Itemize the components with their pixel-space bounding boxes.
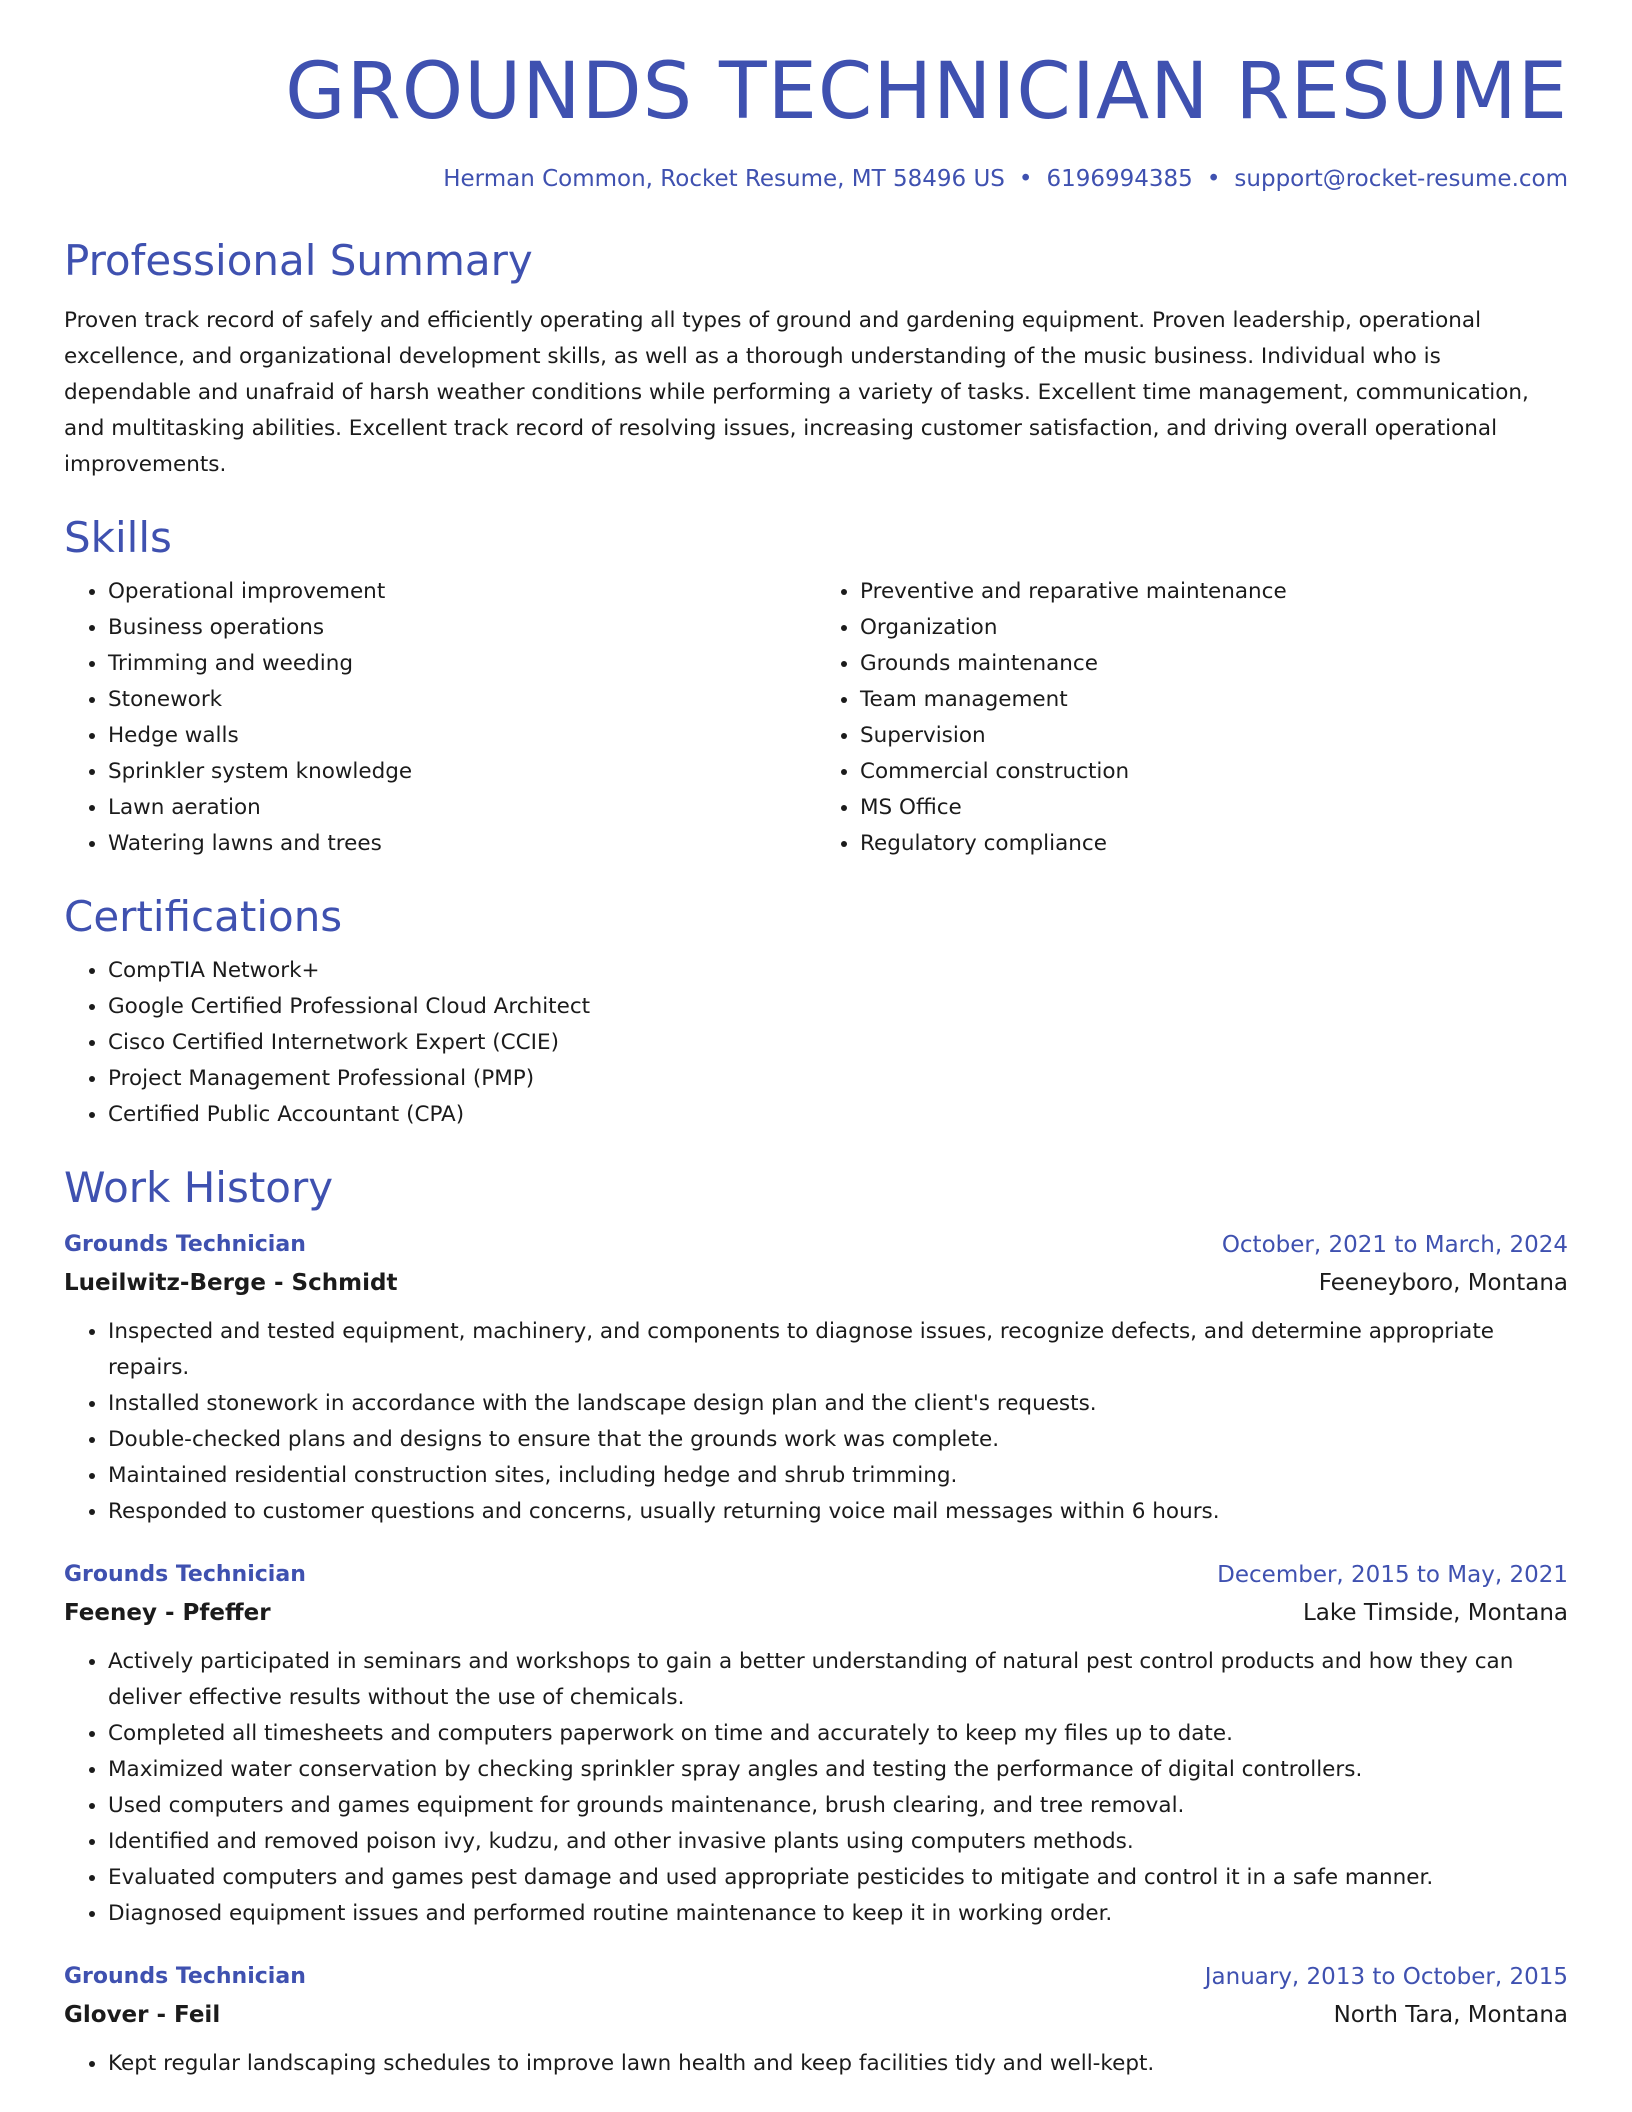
job-bullet: • Maintained residential construction sites, including hedge and shrub trimming. — [108, 1458, 1568, 1494]
job-bullet: • Kept regular landscaping schedules to improve lawn health and keep facilities tidy and well-kept. — [108, 2046, 1568, 2082]
job-dates: December, 2015 to May, 2021 — [1217, 1561, 1568, 1588]
certifications-section — [64, 892, 1568, 1133]
skill-item: • Supervision — [860, 718, 1568, 754]
job-bullet: • Identified and removed poison ivy, kudzu, and other invasive plants using computers methods. — [108, 1824, 1568, 1860]
skill-item: • Team management — [860, 682, 1568, 718]
skills-columns — [64, 574, 1568, 862]
skill-item: • Operational improvement — [108, 574, 816, 610]
certification-item: • Certified Public Accountant (CPA) — [108, 1097, 1568, 1133]
contact-email[interactable]: support@rocket-resume.com — [1234, 165, 1568, 192]
skills-list-left — [64, 574, 816, 862]
job-bullet: • Responded to customer questions and concerns, usually returning voice mail messages within 6 hours. — [108, 1494, 1568, 1530]
skill-item: • Stonework — [108, 682, 816, 718]
job-bullet: • Double-checked plans and designs to ensure that the grounds work was complete. — [108, 1422, 1568, 1458]
job-header-row — [64, 1226, 1568, 1264]
section-heading-certifications: Certifications — [64, 891, 343, 941]
job-header-row — [64, 1556, 1568, 1594]
page-title: GROUNDS TECHNICIAN RESUME — [285, 47, 1568, 137]
job-location: North Tara, Montana — [1333, 2001, 1568, 2028]
job-entry — [64, 1958, 1568, 2082]
certification-item: • Project Management Professional (PMP) — [108, 1061, 1568, 1097]
certification-item: • Google Certified Professional Cloud Architect — [108, 989, 1568, 1025]
skill-item: • Preventive and reparative maintenance — [860, 574, 1568, 610]
skill-item: • Organization — [860, 610, 1568, 646]
skill-item: • Lawn aeration — [108, 790, 816, 826]
job-location: Feeneyboro, Montana — [1318, 1269, 1568, 1296]
summary-text: Proven track record of safely and efficiently operating all types of ground and gardening equipment. Proven leadership, operational excellence, and organizational development skills, as well as a thorough understanding of the music business. Individual who is dependable and unafraid of harsh weather conditions while performing a variety of tasks. Excellent time management, communication, and multitasking abilities. Excellent track record of resolving issues, increasing customer satisfaction, and driving overall operational improvements. — [64, 307, 1529, 477]
contact-address: Herman Common, Rocket Resume, MT 58496 US — [443, 165, 1005, 192]
job-location: Lake Timside, Montana — [1302, 1599, 1568, 1626]
job-bullet: • Inspected and tested equipment, machinery, and components to diagnose issues, recognize defects, and determine appropriate repairs. — [108, 1314, 1568, 1386]
certification-item: • Cisco Certified Internetwork Expert (CCIE) — [108, 1025, 1568, 1061]
job-title: Grounds Technician — [64, 1561, 306, 1587]
skill-item: • Sprinkler system knowledge — [108, 754, 816, 790]
contact-phone: 6196994385 — [1046, 165, 1193, 192]
work-history-section — [64, 1163, 1568, 2082]
job-company-row — [64, 1996, 1568, 2034]
skill-item: • Grounds maintenance — [860, 646, 1568, 682]
job-bullet: • Maximized water conservation by checking sprinkler spray angles and testing the performance of digital controllers. — [108, 1752, 1568, 1788]
job-company-row — [64, 1264, 1568, 1302]
job-bullet: • Installed stonework in accordance with the landscape design plan and the client's requests. — [108, 1386, 1568, 1422]
job-bullets — [64, 1644, 1568, 1932]
certification-item: • CompTIA Network+ — [108, 953, 1568, 989]
job-title: Grounds Technician — [64, 1963, 306, 1989]
job-dates: October, 2021 to March, 2024 — [1221, 1231, 1568, 1258]
job-bullet: • Diagnosed equipment issues and performed routine maintenance to keep it in working order. — [108, 1896, 1568, 1932]
job-entry — [64, 1226, 1568, 1530]
job-dates: January, 2013 to October, 2015 — [1204, 1963, 1568, 1990]
job-company: Glover - Feil — [64, 2001, 221, 2028]
job-header-row — [64, 1958, 1568, 1996]
skill-item: • Watering lawns and trees — [108, 826, 816, 862]
job-bullet: • Evaluated computers and games pest damage and used appropriate pesticides to mitigate and control it in a safe manner. — [108, 1860, 1568, 1896]
skill-item: • MS Office — [860, 790, 1568, 826]
skill-item: • Trimming and weeding — [108, 646, 816, 682]
job-entry — [64, 1556, 1568, 1932]
skill-item: • Hedge walls — [108, 718, 816, 754]
certifications-list — [64, 953, 1568, 1133]
job-title: Grounds Technician — [64, 1231, 306, 1257]
job-bullet: • Used computers and games equipment for grounds maintenance, brush clearing, and tree removal. — [108, 1788, 1568, 1824]
section-heading-summary: Professional Summary — [64, 235, 533, 285]
skills-section — [64, 513, 1568, 862]
job-company: Feeney - Pfeffer — [64, 1599, 271, 1626]
job-bullet: • Completed all timesheets and computers paperwork on time and accurately to keep my files up to date. — [108, 1716, 1568, 1752]
job-company-row — [64, 1594, 1568, 1632]
skill-item: • Regulatory compliance — [860, 826, 1568, 862]
section-heading-work-history: Work History — [64, 1162, 334, 1212]
contact-separator: • — [1018, 165, 1033, 192]
contact-line — [64, 166, 1568, 192]
section-heading-skills: Skills — [64, 512, 172, 562]
skill-item: • Business operations — [108, 610, 816, 646]
job-bullets — [64, 2046, 1568, 2082]
job-company: Lueilwitz-Berge - Schmidt — [64, 1269, 398, 1296]
contact-separator: • — [1206, 165, 1221, 192]
skill-item: • Commercial construction — [860, 754, 1568, 790]
job-bullet: • Actively participated in seminars and workshops to gain a better understanding of natural pest control products and how they can deliver effective results without the use of chemicals. — [108, 1644, 1568, 1716]
professional-summary-section — [64, 236, 1568, 483]
job-bullets — [64, 1314, 1568, 1530]
skills-list-right — [816, 574, 1568, 862]
